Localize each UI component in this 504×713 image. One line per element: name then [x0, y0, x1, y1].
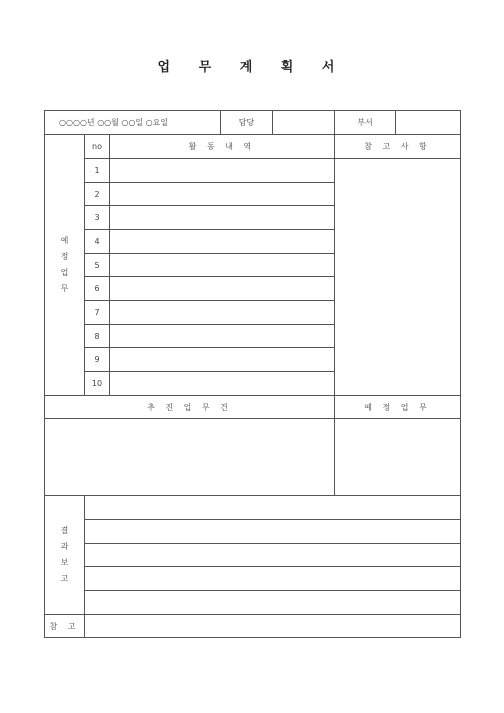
document-title: 업 무 계 획 서 [157, 60, 347, 75]
activity-field[interactable] [110, 372, 335, 396]
result-line-field[interactable] [85, 520, 461, 544]
activity-field[interactable] [110, 348, 335, 372]
date-cell[interactable] [45, 111, 221, 135]
row-number: 2 [85, 183, 110, 206]
notes-field[interactable] [335, 159, 461, 396]
section2-header-row [45, 396, 461, 419]
reference-label: 참 고 [45, 615, 85, 638]
row-number: 4 [85, 230, 110, 254]
activity-field[interactable] [110, 254, 335, 277]
table-row [45, 159, 461, 183]
result-row [45, 496, 461, 520]
header-row [45, 111, 461, 135]
result-row [45, 520, 461, 544]
activity-field[interactable] [110, 183, 335, 206]
manager-field[interactable] [273, 111, 335, 135]
row-number: 8 [85, 325, 110, 348]
result-line-field[interactable] [85, 567, 461, 591]
activity-field[interactable] [110, 325, 335, 348]
result-row [45, 544, 461, 567]
row-number: 9 [85, 348, 110, 372]
row-number: 7 [85, 301, 110, 325]
activity-field[interactable] [110, 159, 335, 183]
row-number: 3 [85, 206, 110, 230]
work-plan-form [44, 110, 461, 638]
date-text: ○○○○년 ○○월 ○○일 ○요일 [59, 118, 169, 127]
planned-tasks-field[interactable] [335, 419, 461, 496]
activity-header: 활 동 내 역 [110, 135, 335, 159]
activity-field[interactable] [110, 301, 335, 325]
ongoing-tasks-field[interactable] [45, 419, 335, 496]
ongoing-tasks-header: 추 진 업 무 건 [45, 396, 335, 419]
reference-row [45, 615, 461, 638]
section2-body-row [45, 419, 461, 496]
planned-work-side-label: 예 정 업 무 [45, 135, 85, 396]
result-row [45, 567, 461, 591]
row-number: 5 [85, 254, 110, 277]
dept-label: 부서 [335, 111, 396, 135]
row-number: 1 [85, 159, 110, 183]
result-line-field[interactable] [85, 591, 461, 615]
reference-field[interactable] [85, 615, 461, 638]
activity-field[interactable] [110, 230, 335, 254]
row-number: 6 [85, 277, 110, 301]
planned-tasks-header: 예 정 업 무 [335, 396, 461, 419]
result-report-side-label: 결 과 보 고 [45, 496, 85, 615]
manager-label: 담당 [221, 111, 273, 135]
result-row [45, 591, 461, 615]
activity-field[interactable] [110, 277, 335, 301]
no-header: no [85, 135, 110, 159]
row-number: 10 [85, 372, 110, 396]
dept-field[interactable] [396, 111, 461, 135]
result-line-field[interactable] [85, 496, 461, 520]
activity-field[interactable] [110, 206, 335, 230]
plan-header-row [45, 135, 461, 159]
notes-header: 참 고 사 항 [335, 135, 461, 159]
result-line-field[interactable] [85, 544, 461, 567]
